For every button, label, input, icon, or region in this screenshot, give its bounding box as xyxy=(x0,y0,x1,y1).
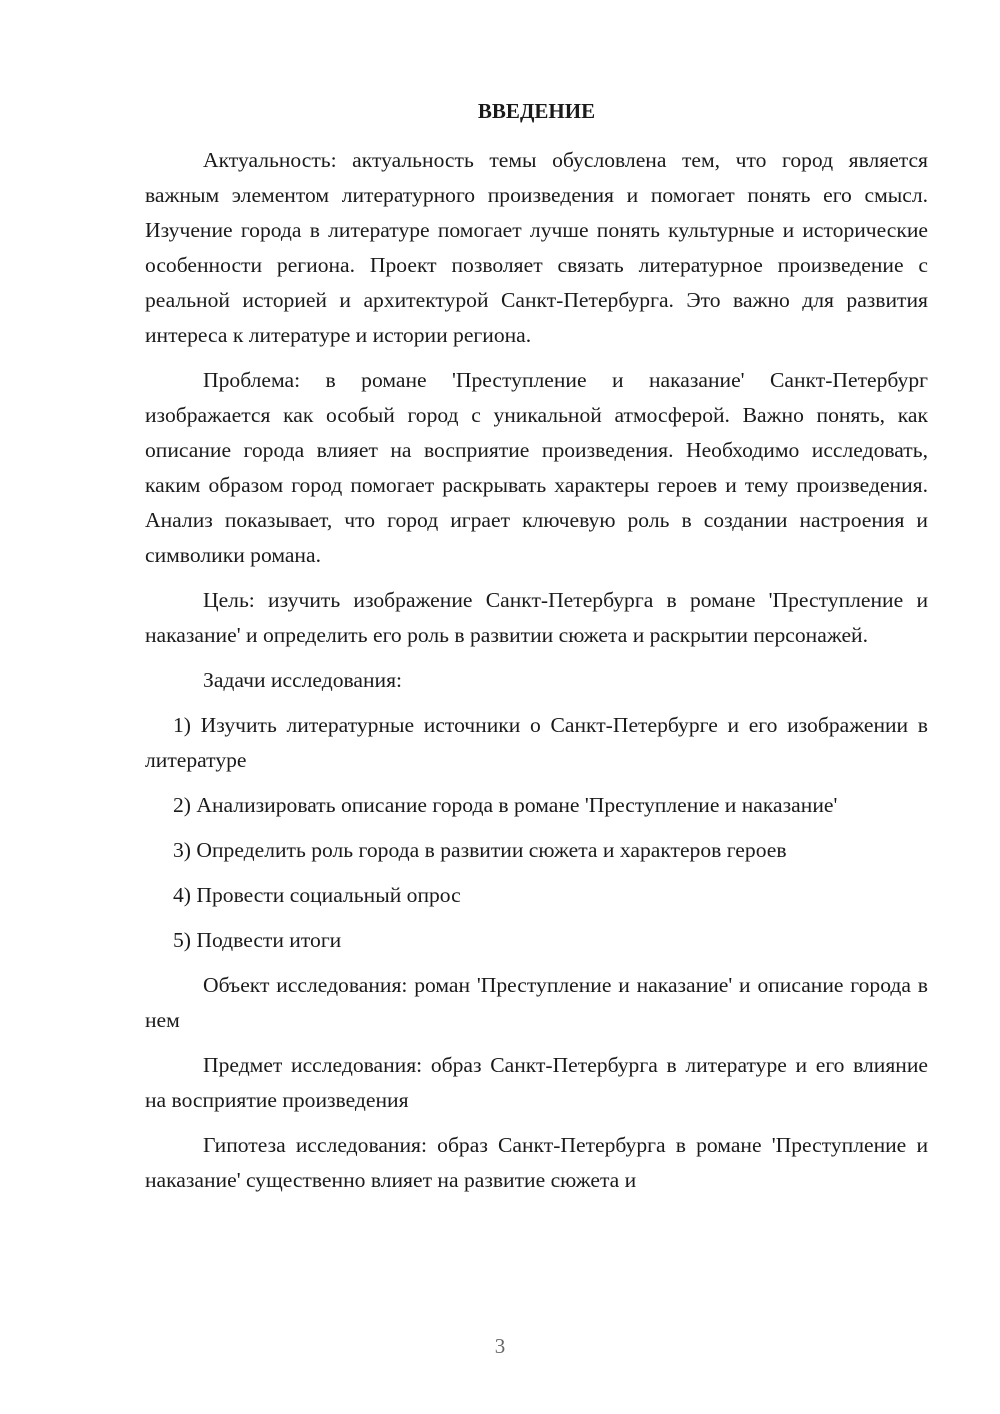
task-item-1: 1) Изучить литературные источники о Санкт-Петербурге и его изображении в литературе xyxy=(145,713,928,772)
paragraph-tasks-heading: Задачи исследования: xyxy=(203,668,403,692)
task-item-2: 2) Анализировать описание города в романе 'Преступление и наказание' xyxy=(173,793,838,817)
paragraph-relevance: Актуальность: актуальность темы обусловлена тем, что город является важным элементом литературного произведения и помогает понять его смысл. Изучение города в литературе помогает лучше понять культурные и исторические особенности региона. Проект позволяет связать литературное произведение с реальной историей и архитектурой Санкт-Петербурга. Это важно для развития интереса к литературе и истории региона. xyxy=(145,148,928,347)
paragraph-problem: Проблема: в романе 'Преступление и наказание' Санкт-Петербург изображается как особый город с уникальной атмосферой. Важно понять, как описание города влияет на восприятие произведения. Необходимо исследовать, каким образом город помогает раскрывать характеры героев и тему произведения. Анализ показывает, что город играет ключевую роль в создании настроения и символики романа. xyxy=(145,368,928,567)
document-body xyxy=(145,143,928,1198)
paragraph-object: Объект исследования: роман 'Преступление и наказание' и описание города в нем xyxy=(145,973,928,1032)
task-item-5: 5) Подвести итоги xyxy=(173,928,342,952)
page-title: ВВЕДЕНИЕ xyxy=(477,99,596,123)
page-number: 3 xyxy=(494,1334,506,1358)
task-item-3: 3) Определить роль города в развитии сюжета и характеров героев xyxy=(173,838,787,862)
paragraph-hypothesis: Гипотеза исследования: образ Санкт-Петербурга в романе 'Преступление и наказание' существенно влияет на развитие сюжета и xyxy=(145,1133,928,1192)
paragraph-subject: Предмет исследования: образ Санкт-Петербурга в литературе и его влияние на восприятие произведения xyxy=(145,1053,928,1112)
task-item-4: 4) Провести социальный опрос xyxy=(173,883,461,907)
paragraph-goal: Цель: изучить изображение Санкт-Петербурга в романе 'Преступление и наказание' и определить его роль в развитии сюжета и раскрытии персонажей. xyxy=(145,588,928,647)
